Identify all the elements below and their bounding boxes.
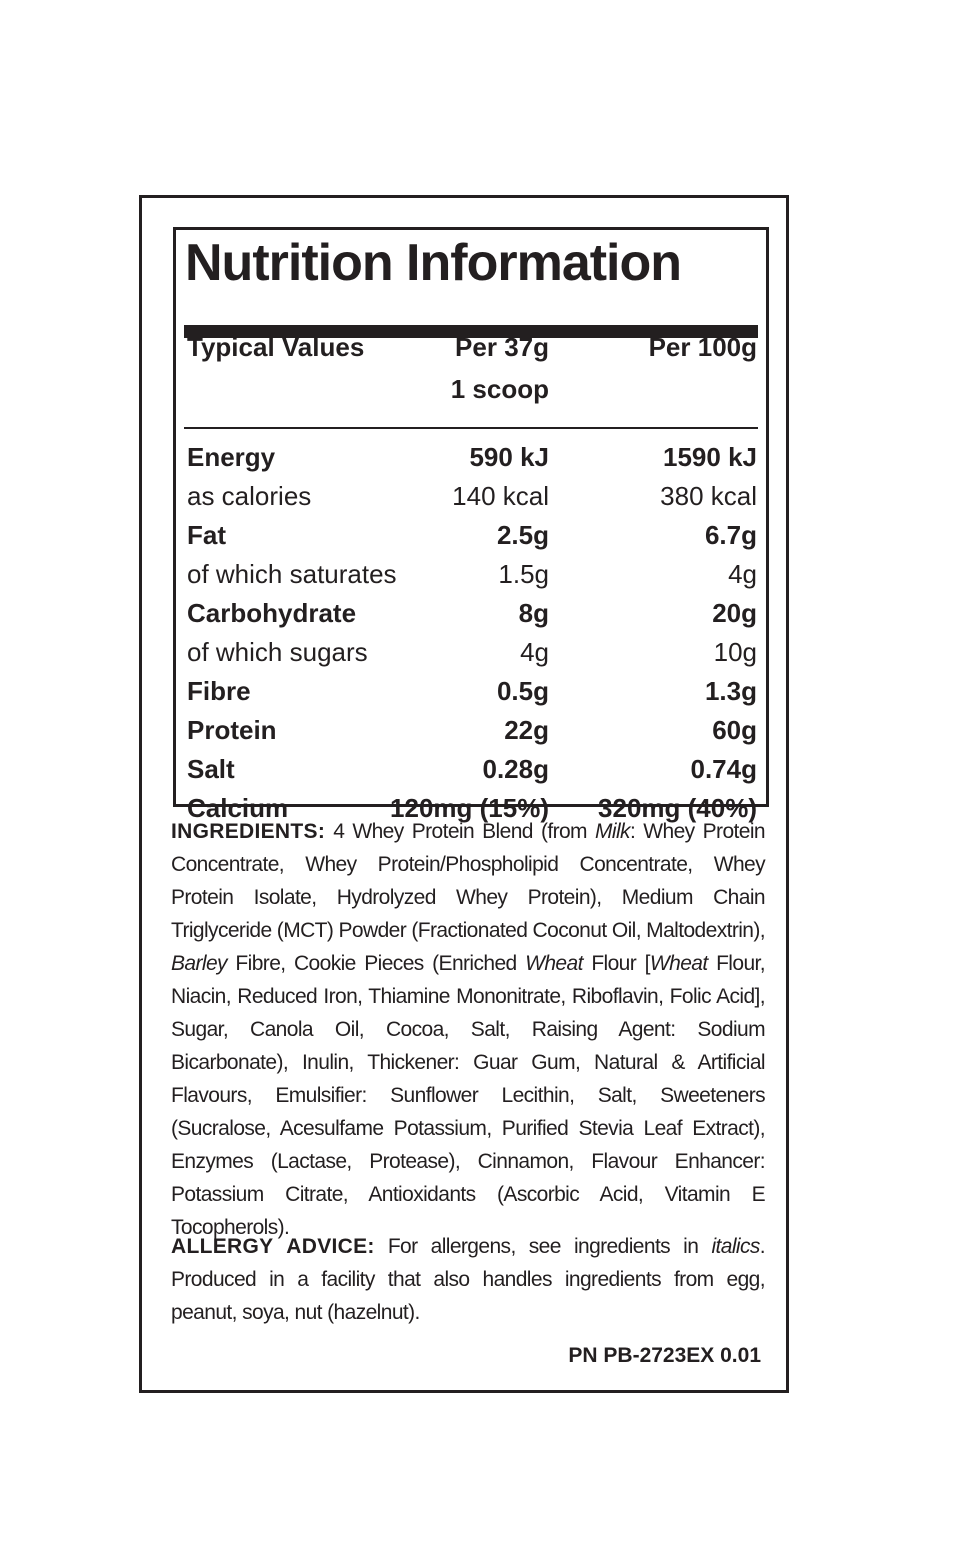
nutrient-per-serving: 2.5g: [496, 520, 549, 550]
allergen-wheat-2: Wheat: [649, 952, 708, 975]
nutrient-row: [187, 555, 757, 594]
nutrient-row: [187, 633, 757, 672]
header-row-sub: [187, 370, 757, 409]
nutrient-per-100g: 1590 kJ: [663, 442, 757, 472]
nutrient-label: Fibre: [187, 676, 251, 706]
header-per-100g: Per 100g: [648, 332, 757, 362]
ingredients-heading: INGREDIENTS:: [171, 820, 326, 843]
nutrient-per-100g: 6.7g: [704, 520, 757, 550]
allergy-heading: ALLERGY ADVICE:: [171, 1235, 375, 1258]
allergen-milk: Milk: [595, 820, 630, 843]
nutrient-label: Fat: [187, 520, 226, 550]
nutrient-row: [187, 516, 757, 555]
nutrient-per-serving: 8g: [518, 598, 549, 628]
part-number: PN PB-2723EX 0.01: [568, 1344, 761, 1367]
header-divider: [184, 427, 758, 429]
nutrition-label: [139, 195, 789, 1393]
nutrient-label: as calories: [187, 481, 312, 511]
nutrient-label: Salt: [187, 754, 235, 784]
header-per-serving: Per 37g: [455, 332, 549, 362]
nutrient-row: [187, 711, 757, 750]
nutrient-row: [187, 477, 757, 516]
nutrient-per-serving: 1.5g: [498, 559, 549, 589]
nutrition-table: [173, 227, 769, 823]
nutrient-per-100g: 60g: [712, 715, 757, 745]
nutrient-per-100g: 0.74g: [690, 754, 757, 784]
nutrient-label: Energy: [187, 442, 276, 472]
nutrient-per-serving: 0.5g: [496, 676, 549, 706]
nutrient-label: of which saturates: [187, 559, 397, 589]
nutrient-per-100g: 4g: [728, 559, 757, 589]
nutrient-label: Carbohydrate: [187, 598, 357, 628]
nutrient-per-serving: 120mg (15%): [390, 793, 549, 823]
nutrient-per-serving: 140 kcal: [452, 481, 549, 511]
nutrient-per-serving: 4g: [520, 637, 549, 667]
nutrient-label: Calcium: [187, 793, 289, 823]
allergen-wheat: Wheat: [525, 952, 583, 975]
allergen-barley: Barley: [171, 952, 227, 975]
nutrient-row: [187, 594, 757, 633]
nutrient-per-serving: 590 kJ: [469, 442, 549, 472]
nutrient-per-serving: 22g: [504, 715, 549, 745]
nutrient-per-100g: 10g: [713, 637, 757, 667]
nutrient-per-100g: 320mg (40%): [598, 793, 757, 823]
nutrient-per-100g: 20g: [712, 598, 757, 628]
nutrient-per-100g: 1.3g: [704, 676, 757, 706]
header-typical-values: Typical Values: [187, 332, 365, 362]
allergy-advice-text: ALLERGY ADVICE: For allergens, see ingredients in italics. Produced in a facility that also handles ingredients from egg, peanut, soya, nut (hazelnut).: [171, 1235, 765, 1324]
header-row: [187, 328, 757, 367]
nutrient-per-serving: 0.28g: [482, 754, 549, 784]
ingredients-text: INGREDIENTS: 4 Whey Protein Blend (from Milk: Whey Protein Concentrate, Whey Protein/Phospholipid Concentrate, Whey Protein Isolate, Hydrolyzed Whey Protein), Medium Chain Triglyceride (MCT) Powder (Fractionated Coconut Oil, Maltodextrin), Barley Fibre, Cookie Pieces (Enriched Wheat Flour [Wheat Flour, Niacin, Reduced Iron, Thiamine Mononitrate, Riboflavin, Folic Acid], Sugar, Canola Oil, Cocoa, Salt, Raising Agent: Sodium Bicarbonate), Inulin, Thickener: Guar Gum, Natural & Artificial Flavours, Emulsifier: Sunflower Lecithin, Salt, Sweeteners (Sucralose, Acesulfame Potassium, Purified Stevia Leaf Extract), Enzymes (Lactase, Protease), Cinnamon, Flavour Enhancer: Potassium Citrate, Antioxidants (Ascorbic Acid, Vitamin E Tocopherols).: [171, 820, 765, 1239]
nutrient-row: [187, 750, 757, 789]
nutrient-label: of which sugars: [187, 637, 368, 667]
header-serving-size: 1 scoop: [450, 374, 549, 404]
nutrient-row: [187, 672, 757, 711]
nutrient-row: [187, 438, 757, 477]
nutrition-title: Nutrition Information: [185, 234, 682, 292]
nutrient-label: Protein: [187, 715, 277, 745]
nutrient-per-100g: 380 kcal: [660, 481, 757, 511]
allergy-italics-word: italics: [711, 1235, 760, 1258]
